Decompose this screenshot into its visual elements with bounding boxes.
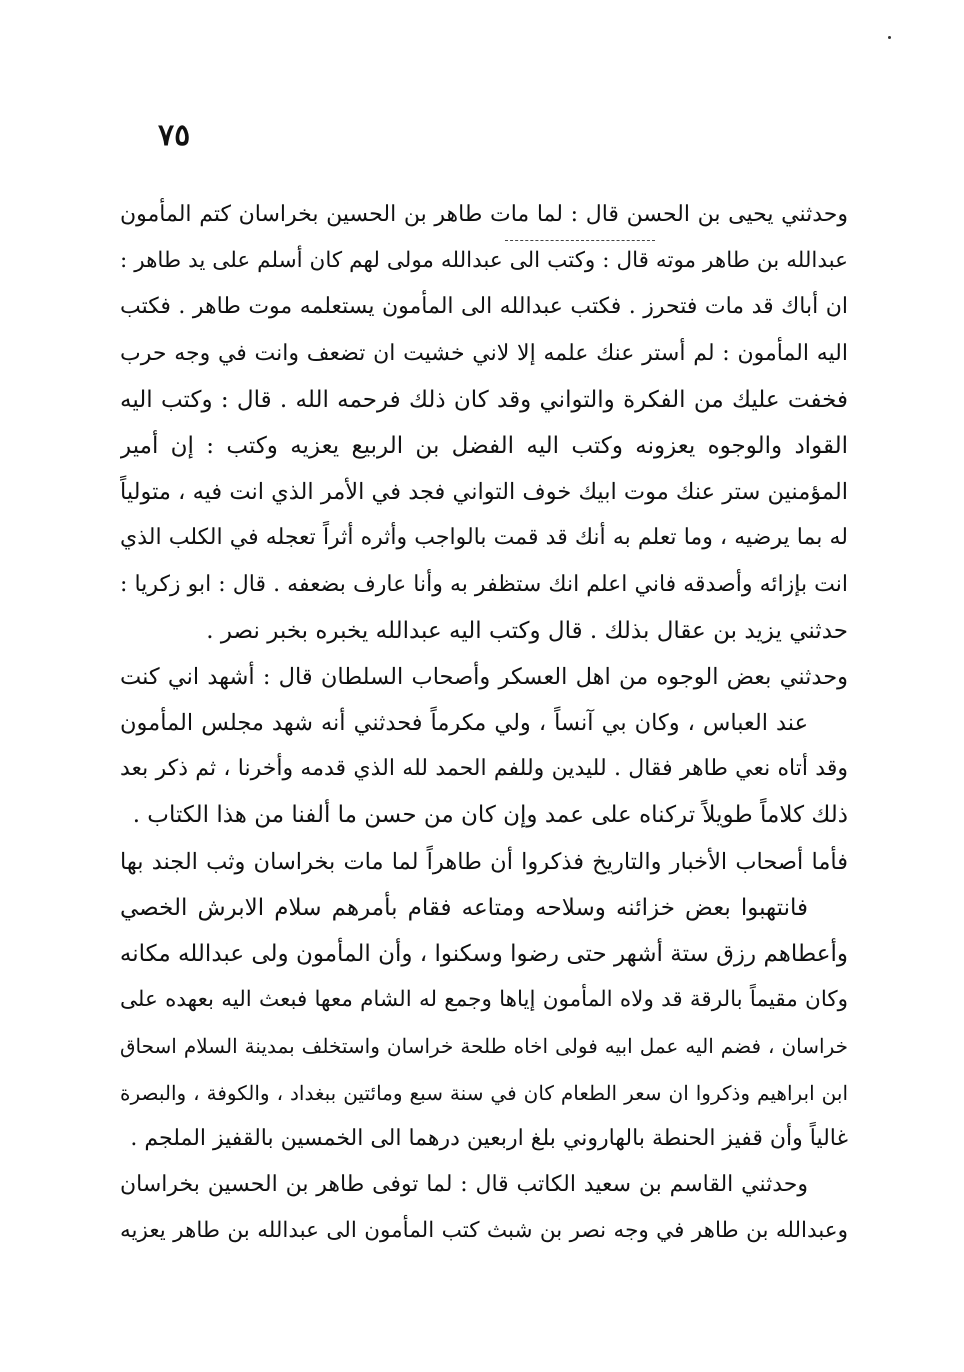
text-line: وأعطاهم رزق ستة أشهر حتى رضوا وسكنوا ، وأن المأمون ولى عبدالله مكانه [120,941,848,967]
text-line: ذلك كلاماً طويلاً تركناه على عمد وإن كان من حسن ما ألفنا من هذا الكتاب . [132,802,848,829]
text-line: وعبدالله بن طاهر في وجه نصر بن شبث كتب المأمون الى عبدالله بن طاهر يعزيه [120,1218,848,1244]
text-line: فأما أصحاب الأخبار والتاريخ فذكروا أن طاهراً لما مات بخراسان وثب الجند بها [120,848,848,875]
text-line: القواد والوجوه يعزونه وكتب اليه الفضل بن الربيع يعزيه وكتب : إن أمير [120,432,848,459]
text-line: وقد أتاه نعي طاهر فقال . لليدين وللفم الحمد لله الذي قدمه وأخرنا ، ثم ذكر بعد [120,756,848,782]
text-line: انت بإزائه وأصدقه فاني اعلم انك ستظفر به وأنا عارف بضعفه . قال : ابو زكريا : [120,571,848,597]
text-line: ان أباك قد مات فتحرز . فكتب عبدالله الى المأمون يستعلمه موت طاهر . فكتب [120,294,848,320]
text-line: اليه المأمون : لم أستر عنك علمه إلا لاني خشيت ان تضعف وانت في وجه حرب [120,340,848,366]
text-line: عبدالله بن طاهر موته قال : وكتب الى عبدالله مولى لهم كان أسلم على يد طاهر : [120,248,848,274]
page-number: ٧٥ [158,118,191,153]
text-line: خراسان ، فضم اليه عمل ابيه فولى اخاه طلحة خراسان واستخلف بمدينة السلام اسحاق [120,1034,848,1059]
text-line: وحدثني بعض الوجوه من اهل العسكر وأصحاب السلطان قال : أشهد اني كنت [120,663,848,690]
text-line: وحدثني يحيى بن الحسن قال : لما مات طاهر بن الحسين بخراسان كتم المأمون [120,202,848,227]
paper-speck [888,36,891,39]
body-text [120,192,848,1254]
text-line: له بما يرضيه ، وما تعلم به أنك قد قمت بالواجب وأثره أثراً تعجله في الكلب الذي [120,525,848,551]
text-line: وكان مقيماً بالرقة قد ولاه المأمون إياها وجمع له الشام معها فبعث اليه بعهده على [120,987,848,1013]
text-line: فانتهبوا بعض خزائنه وسلاحه ومتاعه فقام بأمرهم سلام الابرش الخصي [120,894,808,921]
text-line: وحدثني القاسم بن سعيد الكاتب قال : لما توفى طاهر بن الحسين بخراسان [120,1171,808,1197]
text-line: غالياً وأن قفيز الحنطة بالهاروني بلغ اربعين درهما الى الخمسين بالقفيز الملجم . [130,1125,848,1151]
text-line: حدثني يزيد بن عقال بذلك . قال وكتب اليه عبدالله يخبره بخبر نصر . [206,617,848,644]
text-line: المؤمنين ستر عنك موت ابيك خوف التواني فجد في الأمر الذي انت فيه ، متولياً [120,479,848,506]
text-line: فخفت عليك من الفكرة والتواني وقد كان ذلك فرحمه الله . قال : وكتب اليه [120,386,848,413]
text-line: عند العباس ، وكان بي آنساً ، ولي مكرماً فحدثني أنه شهد مجلس المأمون [120,710,808,737]
text-line: ابن ابراهيم وذكروا ان سعر الطعام كان في سنة سبع ومائتين ببغداد ، والكوفة ، والبصرة [120,1080,848,1105]
